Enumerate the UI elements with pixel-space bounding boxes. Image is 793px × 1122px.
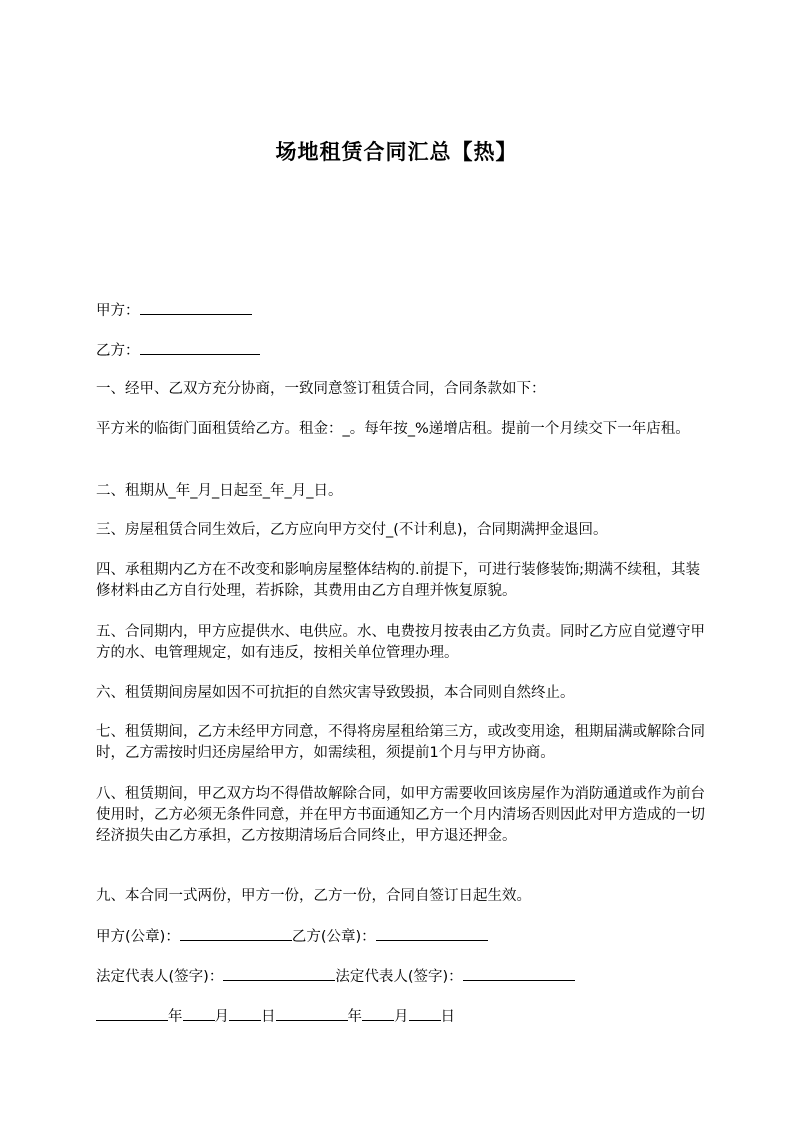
sign-b-rep-label: 法定代表人(签字)：: [335, 969, 463, 985]
date-b-year-label: 年: [347, 1009, 362, 1025]
clause-7: 七、租赁期间，乙方未经甲方同意，不得将房屋租给第三方，或改变用途，租期届满或解除合同时，乙方需按时归还房屋给甲方，如需续租，须提前1个月与甲方协商。: [96, 724, 705, 761]
sign-b-rep-blank[interactable]: [463, 966, 575, 981]
date-b-month-blank[interactable]: [362, 1006, 394, 1021]
seal-line: [96, 926, 708, 948]
party-a-blank[interactable]: [140, 300, 252, 315]
party-b-blank[interactable]: [140, 340, 260, 355]
sign-a-seal-label: 甲方(公章)：: [96, 929, 180, 945]
sign-a-seal-blank[interactable]: [180, 926, 292, 941]
clause-6: 六、租赁期间房屋如因不可抗拒的自然灾害导致毁损，本合同则自然终止。: [96, 685, 575, 701]
clause-9: 九、本合同一式两份，甲方一份，乙方一份，合同自签订日起生效。: [96, 888, 531, 904]
sign-a-rep-blank[interactable]: [223, 966, 335, 981]
date-b-month-label: 月: [394, 1009, 409, 1025]
clause-5: 五、合同期内，甲方应提供水、电供应。水、电费按月按表由乙方负责。同时乙方应自觉遵守甲方的水、电管理规定，如有违反，按相关单位管理办理。: [96, 624, 705, 661]
clause-4: 四、承租期内乙方在不改变和影响房屋整体结构的.前提下，可进行装修装饰;期满不续租，其装修材料由乙方自行处理，若拆除，其费用由乙方自理并恢复原貌。: [96, 562, 700, 599]
date-a-year-blank[interactable]: [96, 1006, 168, 1021]
clause-1-detail: 平方米的临街门面租赁给乙方。租金：_。每年按_%递增店租。提前一个月续交下一年店租。: [96, 421, 690, 437]
date-a-year-label: 年: [168, 1009, 183, 1025]
date-b-year-blank[interactable]: [276, 1006, 348, 1021]
document-title: 场地租赁合同汇总【热】: [275, 140, 518, 164]
party-b-label: 乙方：: [96, 343, 140, 359]
sign-a-rep-label: 法定代表人(签字)：: [96, 969, 224, 985]
date-a-day-blank[interactable]: [229, 1006, 261, 1021]
date-a-month-blank[interactable]: [183, 1006, 215, 1021]
clause-8: 八、租赁期间，甲乙双方均不得借故解除合同，如甲方需要收回该房屋作为消防通道或作为前台使用时，乙方必须无条件同意，并在甲方书面通知乙方一个月内清场否则因此对甲方造成的一切经济损失由乙方承担，乙方按期清场后合同终止，甲方退还押金。: [96, 786, 705, 844]
representative-line: [96, 966, 708, 988]
party-a-line: [96, 300, 708, 322]
date-b-day-blank[interactable]: [409, 1006, 441, 1021]
clause-2: 二、租期从_年_月_日起至_年_月_日。: [96, 483, 343, 499]
clause-1: 一、经甲、乙双方充分协商，一致同意签订租赁合同，合同条款如下：: [96, 381, 546, 397]
sign-b-seal-blank[interactable]: [376, 926, 488, 941]
party-a-label: 甲方：: [96, 303, 140, 319]
sign-b-seal-label: 乙方(公章)：: [291, 929, 376, 945]
party-b-line: [96, 340, 708, 362]
date-a-month-label: 月: [214, 1009, 229, 1025]
clause-3: 三、房屋租赁合同生效后，乙方应向甲方交付_(不计利息)，合同期满押金退回。: [96, 522, 608, 538]
date-line: [96, 1006, 708, 1028]
date-b-day-label: 日: [440, 1009, 455, 1025]
date-a-day-label: 日: [261, 1009, 276, 1025]
